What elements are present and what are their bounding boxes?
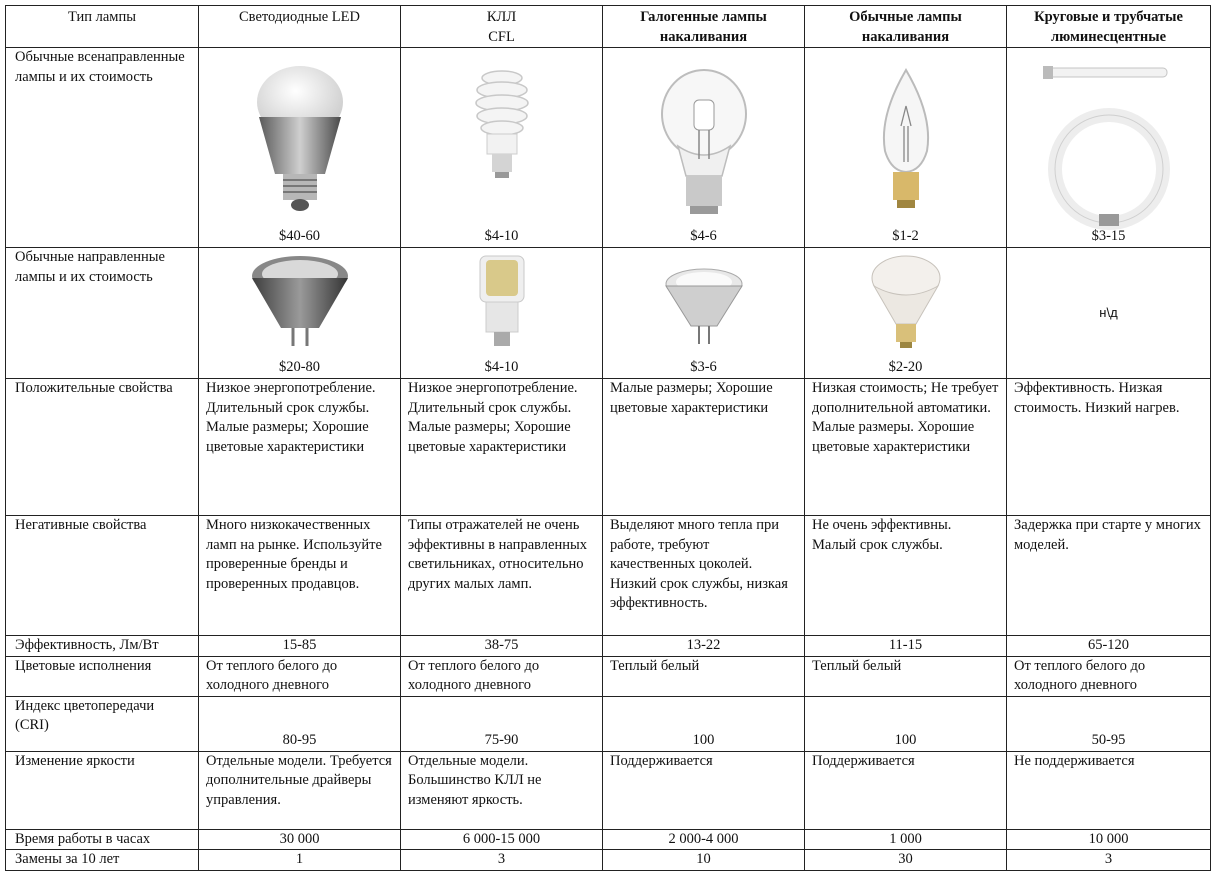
efficiency-row [6, 636, 1211, 657]
cri-cfl: 75-90 [401, 696, 603, 751]
header-type: Тип лампы [6, 6, 199, 48]
cri-row [6, 696, 1211, 751]
dimming-label: Изменение яркости [6, 751, 199, 829]
negative-cfl: Типы отражателей не очень эффективны в направленных светильниках, относительно других малых ламп. [401, 516, 603, 636]
omni-fluorescent-price: $3-15 [1091, 227, 1126, 244]
directional-row [6, 248, 1211, 379]
positive-row [6, 379, 1211, 516]
replacements-halogen: 10 [603, 850, 805, 871]
directional-halogen-price: $3-6 [690, 358, 717, 375]
colors-incandescent: Теплый белый [805, 656, 1007, 696]
negative-halogen: Выделяют много тепла при работе, требуют качественных цоколей. Низкий срок службы, низкая эффективность. [603, 516, 805, 636]
halogen-bulb-icon [654, 64, 754, 224]
positive-cfl: Низкое энергопотребление. Длительный срок службы. Малые размеры; Хорошие цветовые характеристики [401, 379, 603, 516]
hours-cfl: 6 000-15 000 [401, 829, 603, 850]
cri-fluorescent: 50-95 [1007, 696, 1211, 751]
colors-label: Цветовые исполнения [6, 656, 199, 696]
positive-fluorescent: Эффективность. Низкая стоимость. Низкий нагрев. [1007, 379, 1211, 516]
directional-led-cell [199, 248, 401, 379]
colors-fluorescent: От теплого белого до холодного дневного [1007, 656, 1211, 696]
positive-incandescent: Низкая стоимость; Не требует дополнительной автоматики. Малые размеры. Хорошие цветовые характеристики [805, 379, 1007, 516]
directional-led-price: $20-80 [278, 358, 321, 375]
dimming-led: Отдельные модели. Требуется дополнительные драйверы управления. [199, 751, 401, 829]
header-led: Светодиодные LED [199, 6, 401, 48]
header-cfl: КЛЛ CFL [401, 6, 603, 48]
omni-led-price: $40-60 [278, 227, 321, 244]
halogen-spot-icon [659, 256, 749, 356]
dimming-incandescent: Поддерживается [805, 751, 1007, 829]
directional-label: Обычные направленные лампы и их стоимость [6, 248, 199, 379]
reflector-bulb-icon [866, 254, 946, 354]
colors-cfl: От теплого белого до холодного дневного [401, 656, 603, 696]
cri-incandescent: 100 [805, 696, 1007, 751]
directional-fluorescent-na: н\д [1007, 248, 1211, 379]
omni-fluorescent-cell [1007, 48, 1211, 248]
positive-label: Положительные свойства [6, 379, 199, 516]
colors-row [6, 656, 1211, 696]
efficiency-halogen: 13-22 [603, 636, 805, 657]
cfl-spiral-icon [457, 66, 547, 196]
header-halogen: Галогенные лампы накаливания [603, 6, 805, 48]
hours-row [6, 829, 1211, 850]
negative-label: Негативные свойства [6, 516, 199, 636]
hours-label: Время работы в часах [6, 829, 199, 850]
negative-incandescent: Не очень эффективны. Малый срок службы. [805, 516, 1007, 636]
dimming-fluorescent: Не поддерживается [1007, 751, 1211, 829]
omni-row [6, 48, 1211, 248]
omni-halogen-cell [603, 48, 805, 248]
omni-cfl-price: $4-10 [484, 227, 519, 244]
replacements-led: 1 [199, 850, 401, 871]
header-row [6, 6, 1211, 48]
lamp-comparison-table [5, 5, 1211, 871]
hours-halogen: 2 000-4 000 [603, 829, 805, 850]
efficiency-incandescent: 11-15 [805, 636, 1007, 657]
efficiency-label: Эффективность, Лм/Вт [6, 636, 199, 657]
fluorescent-tube-ring-icon [1039, 54, 1179, 234]
hours-incandescent: 1 000 [805, 829, 1007, 850]
hours-led: 30 000 [199, 829, 401, 850]
cri-halogen: 100 [603, 696, 805, 751]
dimming-cfl: Отдельные модели. Большинство КЛЛ не изменяют яркость. [401, 751, 603, 829]
omni-incandescent-cell [805, 48, 1007, 248]
header-fluorescent: Круговые и трубчатые люминесцентные [1007, 6, 1211, 48]
header-incandescent: Обычные лампы накаливания [805, 6, 1007, 48]
directional-incandescent-price: $2-20 [888, 358, 923, 375]
positive-halogen: Малые размеры; Хорошие цветовые характеристики [603, 379, 805, 516]
negative-fluorescent: Задержка при старте у многих моделей. [1007, 516, 1211, 636]
replacements-label: Замены за 10 лет [6, 850, 199, 871]
replacements-cfl: 3 [401, 850, 603, 871]
led-bulb-icon [245, 62, 355, 222]
cri-label: Индекс цветопередачи (CRI) [6, 696, 199, 751]
omni-halogen-price: $4-6 [690, 227, 717, 244]
colors-led: От теплого белого до холодного дневного [199, 656, 401, 696]
directional-incandescent-cell [805, 248, 1007, 379]
positive-led: Низкое энергопотребление. Длительный срок службы. Малые размеры; Хорошие цветовые характеристики [199, 379, 401, 516]
omni-incandescent-price: $1-2 [892, 227, 919, 244]
efficiency-cfl: 38-75 [401, 636, 603, 657]
negative-led: Много низкокачественных ламп на рынке. Используйте проверенные бренды и проверенных продавцов. [199, 516, 401, 636]
directional-cfl-price: $4-10 [484, 358, 519, 375]
replacements-incandescent: 30 [805, 850, 1007, 871]
led-spot-icon [245, 252, 355, 352]
efficiency-led: 15-85 [199, 636, 401, 657]
omni-led-cell [199, 48, 401, 248]
omni-cfl-cell [401, 48, 603, 248]
efficiency-fluorescent: 65-120 [1007, 636, 1211, 657]
dimming-row [6, 751, 1211, 829]
hours-fluorescent: 10 000 [1007, 829, 1211, 850]
cfl-reflector-icon [472, 254, 532, 354]
negative-row [6, 516, 1211, 636]
candle-bulb-icon [871, 66, 941, 216]
replacements-fluorescent: 3 [1007, 850, 1211, 871]
directional-cfl-cell [401, 248, 603, 379]
omni-label: Обычные всенаправленные лампы и их стоимость [6, 48, 199, 248]
replacements-row [6, 850, 1211, 871]
directional-halogen-cell [603, 248, 805, 379]
colors-halogen: Теплый белый [603, 656, 805, 696]
cri-led: 80-95 [199, 696, 401, 751]
dimming-halogen: Поддерживается [603, 751, 805, 829]
